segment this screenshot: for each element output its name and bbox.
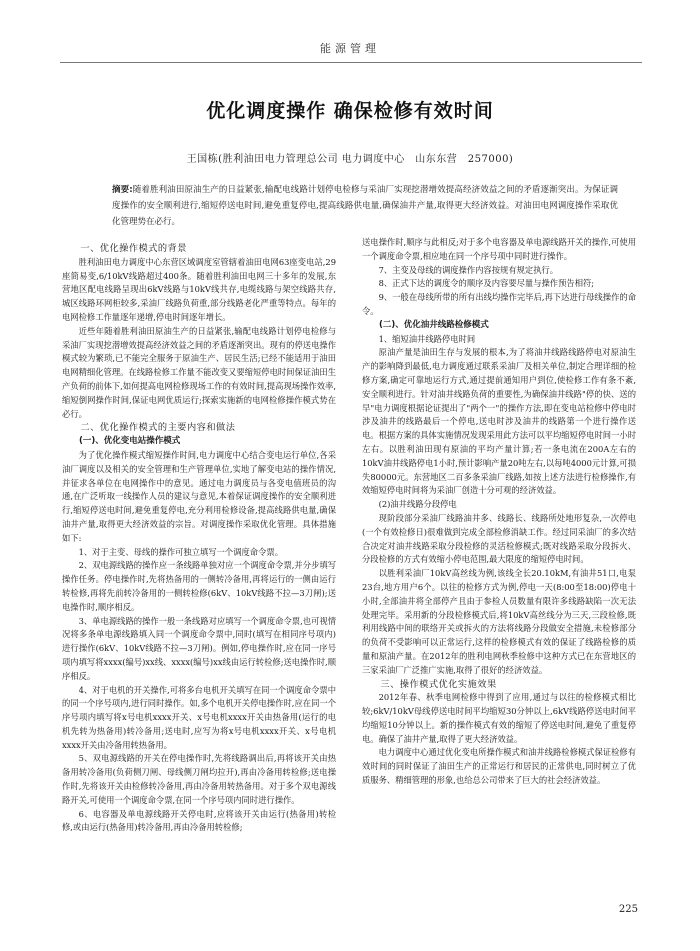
article-title: 优化调度操作 确保检修有效时间 [206,100,494,122]
paragraph: 6、电容器及单电源线路开关停电时,应将该开关由运行(热备用)转检修,或由运行(热备用)转冷备用,再由冷备用转检修; [62,808,336,833]
left-column [62,242,336,912]
section-heading-1: 一、优化操作模式的背景 [80,243,187,254]
paragraph: 9、一般在母线所带的所有出线均操作完毕后,再下达进行母线操作的命令。 [362,292,636,316]
page-number: 225 [618,904,638,915]
section-heading-3: 三、操作模式优化实施效果 [380,678,497,690]
paragraph: 电力调度中心通过优化变电所操作模式和油井线路检修模式保证检修有效时间的同时保证了油田生产的正常运行和居民的正常供电,同时树立了优质服务、精细管理的形象,也给总公司带来了巨大的社会经济效益。 [362,747,636,786]
subsection-heading: (二)、优化油井线路检修模式 [379,319,489,330]
paragraph: 3、单电源线路的操作一般一条线路对应填写一个调度命令票,也可视情况将多条单电源线路填入同一个调度命令票中,同时(填写在相同序号项内)进行操作(6kV、10kV线路不拉—3刀闸)。例如,停电操作时,应在同一序号项内填写将xxxx(编号)xx线、xxxx(编号)xx线由运行转检修;送电操作时,顺序相反。 [62,615,336,681]
paragraph: 7、主变及母线的调度操作内容按规有规定执行。 [378,264,559,275]
paragraph: 送电操作时,顺序与此相反;对于多个电容器及单电源线路开关的操作,可使用一个调度命令票,相应地在同一个序号项中同时进行操作。 [362,237,636,261]
subsection-heading: (一)、优化变电站操作模式 [79,436,181,447]
paragraph: 胜利油田电力调度中心东营区域调度室管辖着油田电网63座变电站,29座简易变,6/10kV线路超过400条。随着胜利油田电网三十多年的发展,东营地区配电线路呈现出6kV线路与10kV线共存,电缆线路与架空线路共存,城区线路环网柜较多,采油厂线路负荷重,部分线路老化严重等特点。每年的电网检修工作量逐年递增,停电时间逐年增长。 [62,256,336,322]
paragraph: 1、对于主变、母线的操作可独立填写一个调度命令票。 [78,546,283,557]
paragraph: 为了优化操作模式缩短操作时间,电力调度中心结合变电运行单位,各采油厂调度以及相关的安全管理和生产管理单位,实地了解变电站的操作情况,并征求各单位在电网操作中的意见。通过电力调度员与各变电值班员的沟通,在广泛听取一线操作人员的建议与意见,本着保证调度操作的安全顺利进行,缩短停送电时间,避免重复停电,充分利用检修设备,提高线路供电量,确保油井产量,取得更大经济效益的宗旨。对调度操作采取优化管理。具体措施如下: [62,449,336,543]
journal-header: 能源管理 [320,42,380,55]
author-line: 王国栋(胜利油田电力管理总公司 电力调度中心 山东东营 257000) [186,154,514,165]
paragraph: 2012年春、秋季电网检修中得到了应用,通过与以往的检修模式相比较;6kV/10kV母线停送电时间平均缩短30分钟以上,6kV线路停送电时间平均缩短10分钟以上。新的操作模式有效的缩短了停送电时间,避免了重复停电。确保了油井产量,取得了更大经济效益。 [362,692,636,744]
paragraph: 8、正式下达的调度令的顺序及内容要尽量与操作预告相符; [378,278,595,289]
abstract [112,182,618,230]
sub-heading: (2)油井线路分段停电 [378,499,457,510]
right-column [362,236,636,912]
section-heading-2: 二、优化操作模式的主要内容和做法 [80,422,236,434]
paragraph: 5、双电源线路的开关在停电操作时,先将线路调出后,再将该开关由热备用转冷备用(负荷侧刀闸、母线侧刀闸均拉开),再由冷备用转检修;送电操作时,先将该开关由检修转冷备用,再由冷备用转热备用。对于多个双电源线路开关,可使用一个调度命令票,在同一个序号项内同时进行操作。 [62,753,336,805]
paragraph: 原油产量是油田生存与发展的根本,为了将油井线路线路停电对原油生产的影响降到最低,电力调度通过联系采油厂及相关单位,制定合理详细的检修方案,确定可靠地运行方式,通过提前通知用户到位,使检修工作有条不紊,安全顺利进行。针对油井线路负荷的重要性,为确保油井线路"停的快、送的早"电力调度根据论证提出了"两个一"的操作方法,即在变电站检修中停电时涉及油井的线路最后一个停电,送电时涉及油井的线路第一个进行操作送电。根据方案的具体实施情况发现采用此方法可以平均缩短停电时间一小时左右。以胜利油田现有原油的平均产量计算;若一条电流在200A左右的10kV油井线路停电1小时,预计影响产量20吨左右,以每吨4000元计算,可损失80000元。东营地区二百多条采油厂线路,如按上述方法进行检修操作,有效缩短停电时间将为采油厂创造十分可观的经济效益。 [362,347,636,496]
paragraph: 4、对于电机的开关操作,可将多台电机开关填写在同一个调度命令票中的同一个序号项内,进行同时操作。如,多个电机开关停电操作时,应在同一个序号项内填写将x号电机xxxx开关、x号电机xxxx开关由热备用(运行的电机先转为热备用)转冷备用;送电时,应写为将x号电机xxxx开关、x号电机xxxx开关由冷备用转热备用。 [62,684,336,750]
paragraph: 2、双电源线路的操作应一条线路单独对应一个调度命令票,并分步填写操作任务。停电操作时,先将热备用的一侧转冷备用,再将运行的一侧由运行转检修,再将先前转冷备用的一侧转检修(6kV、10kV线路不拉—3刀闸);送电操作时,顺序相反。 [62,560,336,612]
abstract-text: 随着胜利油田原油生产的日益紧张,输配电线路计划停电检修与采油厂实现挖潜增效提高经济效益之间的矛盾逐渐突出。为保证调度操作的安全顺利进行,缩短停送电时间,避免重复停电,提高线路供电量,确保油井产量,取得更大经济效益。对油田电网调度操作采取优化管理势在必行。 [112,185,618,227]
abstract-label: 摘要: [112,185,133,195]
sub-heading: 1、缩短油井线路停电时间 [378,333,476,344]
header-rule [60,62,642,63]
paragraph: 现阶段部分采油厂线路油井多、线路长、线路所处地形复杂,一次停电(一个有效检修日)很难做到完成全部检修消缺工作。经过同采油厂的多次结合决定对油井线路采取分段检修的灵活检修模式;既对线路采取分段拆火、分段检修的方式有效缩小停电范围,最大限度的缩短停电时间。 [362,512,636,565]
paragraph: 以胜利采油厂10kV高丝线为例,该线全长20.10kM,有油井51口,电泵23台,地方用户6个。以往的检修方式为例,停电一天(8:00至18:00)停电十小时,全部油井将全部停产且由于参检人员数量有限许多线路缺陷一次无法处理完毕。采用新的分段检修模式后,将10kV高丝线分为三天,三段检修,既利用线路中间的联络开关或拆火的方法将线路分段做安全措施,未检修部分的负荷不受影响可以正常运行,这样的检修模式有效的保证了线路检修的质量和原油产量。在2012年的胜利电网秋季检修中这种方式已在东营地区的三家采油厂广泛推广实施,取得了很好的经济效益。 [362,568,636,675]
paragraph: 近些年随着胜利油田原油生产的日益紧张,输配电线路计划停电检修与采油厂实现挖潜增效提高经济效益之间的矛盾逐渐突出。现有的停送电操作模式较为繁琐,已不能完全服务于原油生产、居民生活;已经不能适用于油田电网精细化管理。在线路检修工作量不能改变又要缩短停电时间保证油田生产负荷的前体下,如何提高电网检修现场工作的有效时间,提高现场操作效率,缩短倒网操作时间,保证电网优质运行;探索实施新的电网检修操作模式势在必行。 [62,325,336,419]
